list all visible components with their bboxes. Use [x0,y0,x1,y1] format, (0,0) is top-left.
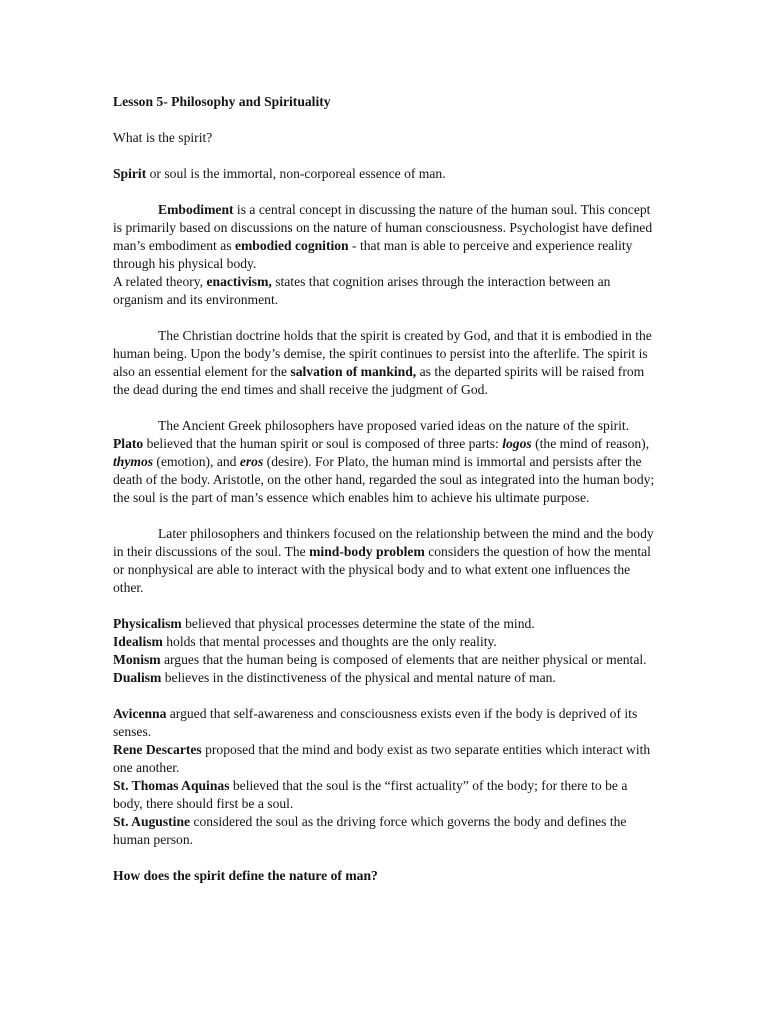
term-thymos: thymos [113,454,154,469]
enactivism-paragraph [113,273,658,309]
embodiment-paragraph [113,201,658,273]
term-salvation: salvation of mankind, [290,364,417,379]
term-descartes: Rene Descartes [113,742,202,757]
aquinas-text: believed that the soul is the “first actuality” of the body; for there to be a body, there should first be a soul. [113,778,628,811]
ism-dualism [113,669,658,687]
augustine-text: considered the soul as the driving force which governs the body and defines the human person. [113,814,627,847]
thinker-descartes [113,741,658,777]
term-dualism: Dualism [113,670,162,685]
thinker-aquinas [113,777,658,813]
spacer [113,849,658,867]
term-idealism: Idealism [113,634,163,649]
monism-text: argues that the human being is composed of elements that are neither physical or mental. [160,652,647,667]
term-spirit: Spirit [113,166,147,181]
ism-physicalism [113,615,658,633]
term-embodied-cognition: embodied cognition [234,238,349,253]
thinker-avicenna [113,705,658,741]
term-eros: eros [239,454,264,469]
spirit-definition [113,165,658,183]
enactivism-text-1: A related theory, [113,274,207,289]
descartes-text: proposed that the mind and body exist as two separate entities which interact with one another. [113,742,651,775]
christian-text-2: as the departed spirits will be raised from the dead during the end times and shall receive the judgment of God. [113,364,645,397]
greek-text-2: believed that the human spirit or soul is composed of three parts: [143,436,503,451]
ism-monism [113,651,658,669]
spacer [113,111,658,129]
spacer [113,183,658,201]
question-text: What is the spirit? [113,130,213,145]
spacer [113,399,658,417]
greek-text-5: (desire). For Plato, the human mind is immortal and persists after the death of the body. Aristotle, on the other hand, regarded the soul as integrated into the human body; the soul is the part of man’s essence which enables him to achieve his ultimate purpose. [113,454,655,505]
lesson-title: Lesson 5- Philosophy and Spirituality [113,94,331,109]
spacer [113,147,658,165]
spirit-definition-text: or soul is the immortal, non-corporeal essence of man. [146,166,446,181]
term-augustine: St. Augustine [113,814,191,829]
greek-text-1: The Ancient Greek philosophers have proposed varied ideas on the nature of the spirit. [158,418,630,433]
avicenna-text: argued that self-awareness and consciousness exists even if the body is deprived of its senses. [113,706,638,739]
document-page [113,93,658,885]
term-avicenna: Avicenna [113,706,167,721]
closing-question: How does the spirit define the nature of man? [113,868,378,883]
term-plato: Plato [113,436,144,451]
ism-idealism [113,633,658,651]
embodiment-text-1: is a central concept in discussing the nature of the human soul. This concept is primarily based on discussions on the nature of human consciousness. Psychologist have defined man’s embodiment as [113,202,653,253]
later-text-2: considers the question of how the mental or nonphysical are able to interact with the physical body and to what extent one influences the other. [113,544,651,595]
dualism-text: believes in the distinctiveness of the physical and mental nature of man. [161,670,556,685]
later-paragraph [113,525,658,597]
greek-text-3: (the mind of reason), [531,436,650,451]
embodiment-text-2: - that man is able to perceive and experience reality through his physical body. [113,238,633,271]
thinker-augustine [113,813,658,849]
greek-paragraph [113,417,658,507]
term-logos: logos [502,436,532,451]
term-monism: Monism [113,652,161,667]
christian-paragraph [113,327,658,399]
spacer [113,507,658,525]
greek-text-4: (emotion), and [153,454,240,469]
spacer [113,309,658,327]
spacer [113,687,658,705]
term-mind-body-problem: mind-body problem [309,544,425,559]
idealism-text: holds that mental processes and thoughts are the only reality. [162,634,497,649]
enactivism-text-2: states that cognition arises through the interaction between an organism and its environment. [113,274,611,307]
later-text-1: Later philosophers and thinkers focused on the relationship between the mind and the body in their discussions of the soul. The [113,526,654,559]
term-embodiment: Embodiment [158,202,234,217]
term-enactivism: enactivism, [206,274,272,289]
spacer [113,597,658,615]
physicalism-text: believed that physical processes determine the state of the mind. [181,616,535,631]
term-physicalism: Physicalism [113,616,182,631]
term-aquinas: St. Thomas Aquinas [113,778,230,793]
christian-text-1: The Christian doctrine holds that the spirit is created by God, and that it is embodied in the human being. Upon the body’s demise, the spirit continues to persist into the afterlife. The spirit is also an essential element for the [113,328,652,379]
